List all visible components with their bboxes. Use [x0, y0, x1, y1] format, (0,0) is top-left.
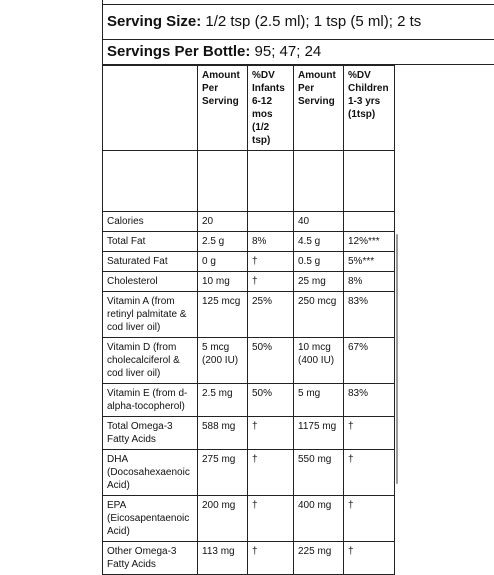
nutrient-name: DHA (Docosahexaenoic Acid): [103, 450, 198, 496]
table-spacer-row: [103, 151, 395, 212]
dv-infant: †: [248, 542, 294, 575]
dv-child: 8%: [344, 272, 395, 292]
dv-child: †: [344, 496, 395, 542]
nutrient-name: Calories: [103, 212, 198, 232]
table-row: [103, 338, 395, 384]
nutrient-name: EPA (Eicosapentaenoic Acid): [103, 496, 198, 542]
nutrient-name: Vitamin E (from d-alpha-tocopherol): [103, 384, 198, 417]
servings-label: Servings Per Bottle:: [107, 43, 251, 60]
header-nutrient: [103, 66, 198, 151]
amount-infant: 10 mg: [198, 272, 248, 292]
amount-child: 40: [294, 212, 344, 232]
nutrient-name: Vitamin A (from retinyl palmitate & cod liver oil): [103, 292, 198, 338]
serving-size-value: 1/2 tsp (2.5 ml); 1 tsp (5 ml); 2 ts: [201, 13, 422, 30]
amount-infant: 588 mg: [198, 417, 248, 450]
header-amount-child: Amount Per Serving: [294, 66, 344, 151]
table-row: [103, 212, 395, 232]
table-row: [103, 496, 395, 542]
nutrient-name: Vitamin D (from cholecalciferol & cod liver oil): [103, 338, 198, 384]
nutrient-name: Total Fat: [103, 232, 198, 252]
amount-infant: 125 mcg: [198, 292, 248, 338]
dv-child: †: [344, 417, 395, 450]
table-row: [103, 292, 395, 338]
dv-infant: [248, 212, 294, 232]
amount-child: 0.5 g: [294, 252, 344, 272]
nutrient-name: Saturated Fat: [103, 252, 198, 272]
amount-child: 225 mg: [294, 542, 344, 575]
dv-child: †: [344, 542, 395, 575]
nutrient-name: Total Omega-3 Fatty Acids: [103, 417, 198, 450]
amount-child: 25 mg: [294, 272, 344, 292]
dv-infant: 50%: [248, 338, 294, 384]
header-dv-infant: %DV Infants 6-12 mos (1/2 tsp): [248, 66, 294, 151]
servings-value: 95; 47; 24: [250, 43, 322, 60]
dv-child: [344, 212, 395, 232]
dv-child: 83%: [344, 292, 395, 338]
amount-infant: 275 mg: [198, 450, 248, 496]
amount-child: 5 mg: [294, 384, 344, 417]
dv-child: 5%***: [344, 252, 395, 272]
amount-infant: 113 mg: [198, 542, 248, 575]
dv-infant: 25%: [248, 292, 294, 338]
amount-child: 250 mcg: [294, 292, 344, 338]
amount-child: 1175 mg: [294, 417, 344, 450]
amount-infant: 2.5 g: [198, 232, 248, 252]
amount-child: 400 mg: [294, 496, 344, 542]
header-dv-child: %DV Children 1-3 yrs (1tsp): [344, 66, 395, 151]
dv-infant: †: [248, 496, 294, 542]
amount-infant: 5 mcg (200 IU): [198, 338, 248, 384]
amount-infant: 20: [198, 212, 248, 232]
dv-infant: †: [248, 272, 294, 292]
dv-infant: †: [248, 417, 294, 450]
table-row: [103, 417, 395, 450]
dv-infant: †: [248, 252, 294, 272]
amount-infant: 0 g: [198, 252, 248, 272]
amount-child: 4.5 g: [294, 232, 344, 252]
table-row: [103, 272, 395, 292]
table-row: [103, 542, 395, 575]
nutrient-name: Cholesterol: [103, 272, 198, 292]
amount-infant: 200 mg: [198, 496, 248, 542]
amount-child: 10 mcg (400 IU): [294, 338, 344, 384]
dv-infant: 8%: [248, 232, 294, 252]
dv-infant: †: [248, 450, 294, 496]
nutrient-name: Other Omega-3 Fatty Acids: [103, 542, 198, 575]
table-row: [103, 384, 395, 417]
table-row: [103, 450, 395, 496]
table-row: [103, 232, 395, 252]
serving-size: [103, 5, 494, 40]
dv-child: †: [344, 450, 395, 496]
servings-per-bottle: [103, 40, 494, 65]
dv-infant: 50%: [248, 384, 294, 417]
dv-child: 83%: [344, 384, 395, 417]
dv-child: 67%: [344, 338, 395, 384]
amount-infant: 2.5 mg: [198, 384, 248, 417]
supplement-facts-panel: [102, 0, 494, 570]
vertical-scrollbar[interactable]: [396, 234, 398, 484]
nutrient-table: [102, 65, 395, 575]
dv-child: 12%***: [344, 232, 395, 252]
table-header-row: [103, 66, 395, 151]
serving-size-label: Serving Size:: [107, 13, 202, 30]
table-row: [103, 252, 395, 272]
header-amount-infant: Amount Per Serving: [198, 66, 248, 151]
amount-child: 550 mg: [294, 450, 344, 496]
